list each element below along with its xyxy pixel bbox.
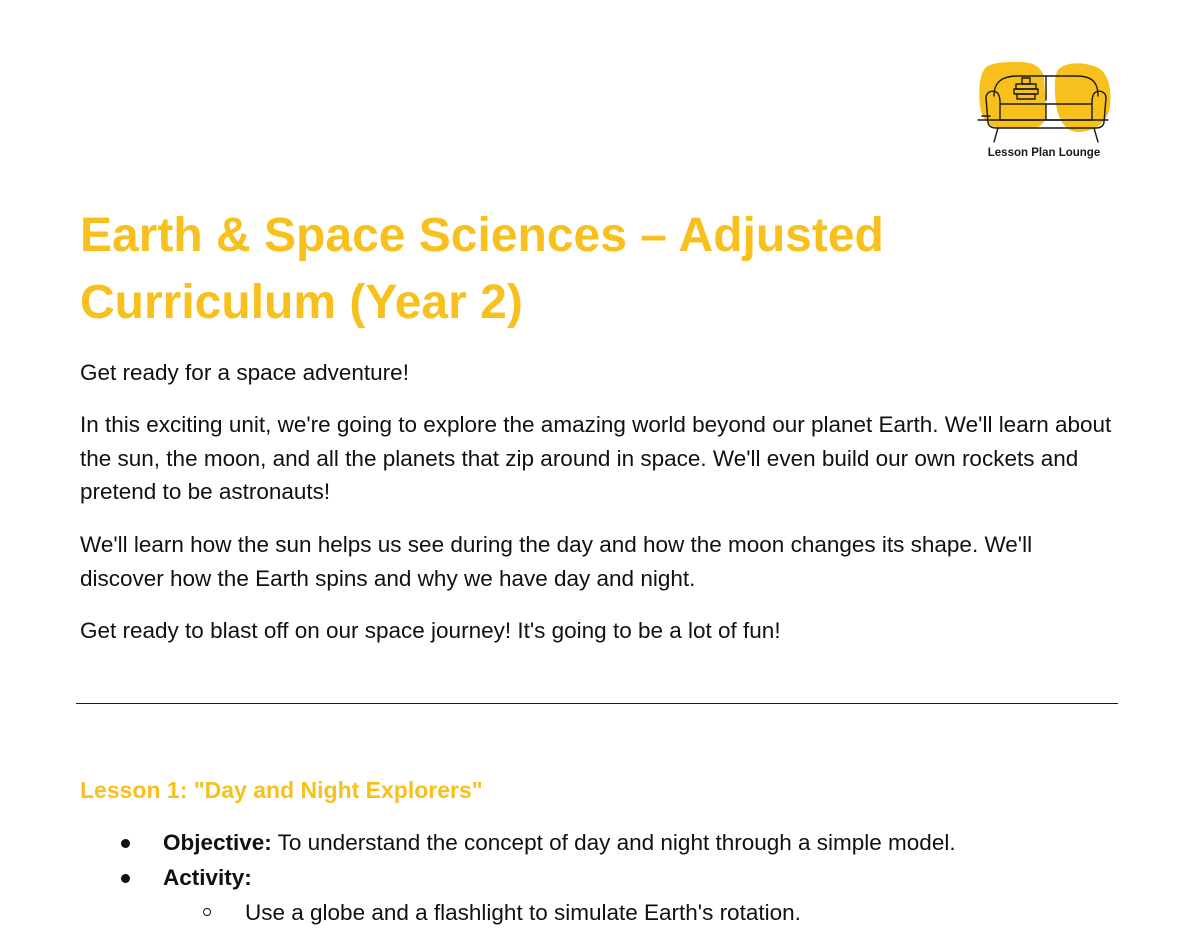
objective-label: Objective: (163, 830, 272, 855)
activity-sub-item-text: Use a globe and a flashlight to simulate Earth's rotation. (245, 900, 801, 925)
objective-content (163, 826, 956, 860)
overview-paragraph: In this exciting unit, we're going to explore the amazing world beyond our planet Earth. We'll learn about the sun, the moon, and all the planets that zip around in space. We'll even build our own rockets and pretend to be astronauts! (80, 412, 1112, 504)
bullet-icon (121, 874, 130, 883)
objective-text: To understand the concept of day and night through a simple model. (271, 830, 956, 855)
brand-logo (974, 56, 1114, 166)
intro-paragraph: Get ready for a space adventure! (80, 360, 409, 385)
sofa-with-books-icon (976, 58, 1112, 142)
bullet-icon (121, 839, 130, 848)
closing-paragraph: Get ready to blast off on our space journey! It's going to be a lot of fun! (80, 618, 781, 643)
hollow-bullet-icon (203, 908, 211, 916)
activity-label: Activity: (163, 865, 252, 890)
activity-content (163, 861, 252, 895)
section-divider (76, 703, 1118, 704)
topics-paragraph: We'll learn how the sun helps us see during the day and how the moon changes its shape. We'll discover how the Earth spins and why we have day and night. (80, 532, 1033, 591)
lesson-1-heading: Lesson 1: "Day and Night Explorers" (80, 777, 483, 803)
logo-text: Lesson Plan Lounge (987, 147, 1101, 159)
page-title: Earth & Space Sciences – Adjusted Curriculum (Year 2) (80, 209, 884, 329)
